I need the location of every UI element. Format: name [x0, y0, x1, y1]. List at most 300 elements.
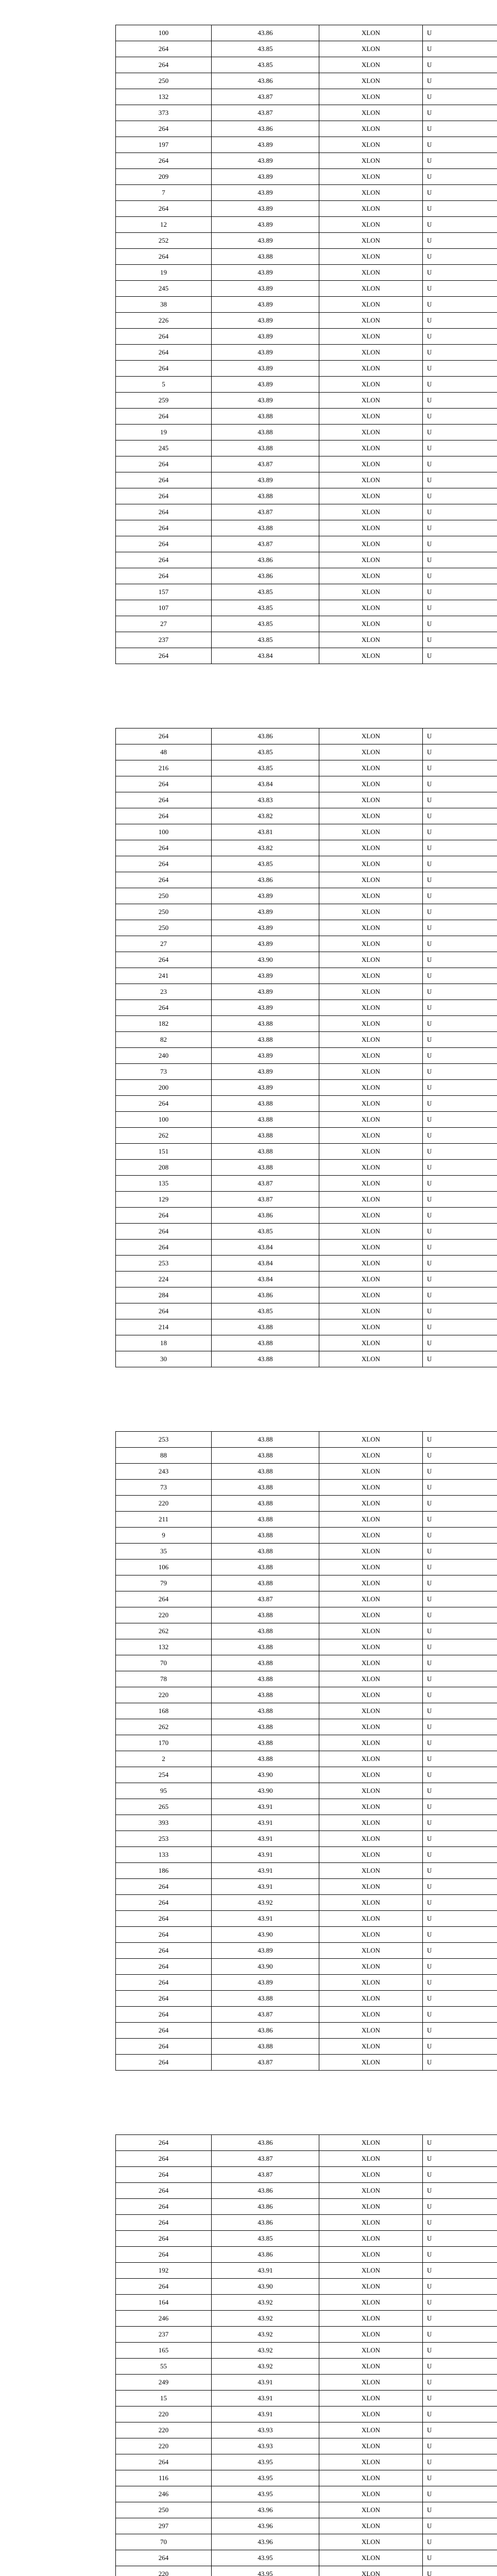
- venue-cell: XLON: [319, 520, 423, 536]
- price-cell: 43.88: [212, 1448, 319, 1464]
- quantity-cell: 264: [116, 2215, 212, 2231]
- price-cell: 43.88: [212, 1560, 319, 1575]
- price-cell: 43.95: [212, 2486, 319, 2502]
- price-cell: 43.89: [212, 393, 319, 409]
- price-cell: 43.88: [212, 1991, 319, 2007]
- price-cell: 43.89: [212, 1080, 319, 1096]
- venue-cell: XLON: [319, 1303, 423, 1319]
- venue-cell: XLON: [319, 2438, 423, 2454]
- table-row: [116, 840, 497, 856]
- venue-cell: XLON: [319, 2167, 423, 2183]
- currency-cell: U: [423, 792, 497, 808]
- venue-cell: XLON: [319, 472, 423, 488]
- venue-cell: XLON: [319, 1975, 423, 1991]
- venue-cell: XLON: [319, 1224, 423, 1240]
- table-row: [116, 201, 497, 217]
- price-cell: 43.89: [212, 153, 319, 169]
- venue-cell: XLON: [319, 504, 423, 520]
- price-cell: 43.91: [212, 1911, 319, 1927]
- quantity-cell: 264: [116, 648, 212, 664]
- quantity-cell: 132: [116, 1639, 212, 1655]
- currency-cell: U: [423, 121, 497, 137]
- quantity-cell: 23: [116, 984, 212, 1000]
- table-row: [116, 2566, 497, 2576]
- venue-cell: XLON: [319, 760, 423, 776]
- venue-cell: XLON: [319, 1351, 423, 1367]
- table-row: [116, 2151, 497, 2167]
- venue-cell: XLON: [319, 361, 423, 377]
- currency-cell: U: [423, 2007, 497, 2023]
- table-row: [116, 377, 497, 393]
- venue-cell: XLON: [319, 568, 423, 584]
- quantity-cell: 170: [116, 1735, 212, 1751]
- venue-cell: XLON: [319, 2406, 423, 2422]
- venue-cell: XLON: [319, 105, 423, 121]
- quantity-cell: 241: [116, 968, 212, 984]
- currency-cell: U: [423, 1655, 497, 1671]
- quantity-cell: 264: [116, 361, 212, 377]
- currency-cell: U: [423, 409, 497, 425]
- currency-cell: U: [423, 377, 497, 393]
- table-row: [116, 504, 497, 520]
- currency-cell: U: [423, 1208, 497, 1224]
- table-row: [116, 1591, 497, 1607]
- currency-cell: U: [423, 1240, 497, 1256]
- table-row: [116, 440, 497, 456]
- table-row: [116, 1735, 497, 1751]
- table-row: [116, 2422, 497, 2438]
- trades-table-body: [116, 2135, 497, 2576]
- venue-cell: XLON: [319, 1815, 423, 1831]
- currency-cell: U: [423, 1464, 497, 1480]
- venue-cell: XLON: [319, 425, 423, 440]
- currency-cell: U: [423, 552, 497, 568]
- table-row: [116, 2295, 497, 2311]
- currency-cell: U: [423, 1496, 497, 1512]
- price-cell: 43.88: [212, 1319, 319, 1335]
- quantity-cell: 88: [116, 1448, 212, 1464]
- currency-cell: U: [423, 2231, 497, 2247]
- quantity-cell: 262: [116, 1623, 212, 1639]
- currency-cell: U: [423, 2151, 497, 2167]
- currency-cell: U: [423, 2263, 497, 2279]
- currency-cell: U: [423, 760, 497, 776]
- quantity-cell: 73: [116, 1064, 212, 1080]
- currency-cell: U: [423, 297, 497, 313]
- quantity-cell: 264: [116, 536, 212, 552]
- venue-cell: XLON: [319, 744, 423, 760]
- price-cell: 43.95: [212, 2550, 319, 2566]
- quantity-cell: 38: [116, 297, 212, 313]
- price-cell: 43.88: [212, 440, 319, 456]
- price-cell: 43.89: [212, 968, 319, 984]
- table-row: [116, 1560, 497, 1575]
- table-row: [116, 2167, 497, 2183]
- quantity-cell: 264: [116, 1927, 212, 1943]
- quantity-cell: 264: [116, 201, 212, 217]
- table-row: [116, 2502, 497, 2518]
- quantity-cell: 264: [116, 2039, 212, 2055]
- currency-cell: U: [423, 600, 497, 616]
- quantity-cell: 129: [116, 1192, 212, 1208]
- venue-cell: XLON: [319, 2375, 423, 2391]
- venue-cell: XLON: [319, 1719, 423, 1735]
- table-row: [116, 1927, 497, 1943]
- price-cell: 43.88: [212, 409, 319, 425]
- price-cell: 43.86: [212, 568, 319, 584]
- venue-cell: XLON: [319, 808, 423, 824]
- venue-cell: XLON: [319, 137, 423, 153]
- table-row: [116, 744, 497, 760]
- quantity-cell: 7: [116, 185, 212, 201]
- table-row: [116, 1847, 497, 1863]
- quantity-cell: 264: [116, 840, 212, 856]
- venue-cell: XLON: [319, 1192, 423, 1208]
- quantity-cell: 264: [116, 57, 212, 73]
- trades-table: [115, 728, 497, 1367]
- quantity-cell: 200: [116, 1080, 212, 1096]
- quantity-cell: 264: [116, 1303, 212, 1319]
- table-row: [116, 345, 497, 361]
- currency-cell: U: [423, 393, 497, 409]
- price-cell: 43.88: [212, 1144, 319, 1160]
- currency-cell: U: [423, 1975, 497, 1991]
- price-cell: 43.88: [212, 1575, 319, 1591]
- table-row: [116, 2518, 497, 2534]
- venue-cell: XLON: [319, 233, 423, 249]
- currency-cell: U: [423, 2055, 497, 2071]
- currency-cell: U: [423, 904, 497, 920]
- currency-cell: U: [423, 2534, 497, 2550]
- table-row: [116, 2231, 497, 2247]
- currency-cell: U: [423, 1512, 497, 1528]
- venue-cell: XLON: [319, 1176, 423, 1192]
- venue-cell: XLON: [319, 1528, 423, 1544]
- currency-cell: U: [423, 1703, 497, 1719]
- table-row: [116, 472, 497, 488]
- table-row: [116, 1160, 497, 1176]
- quantity-cell: 264: [116, 2550, 212, 2566]
- venue-cell: XLON: [319, 2215, 423, 2231]
- quantity-cell: 82: [116, 1032, 212, 1048]
- price-cell: 43.86: [212, 2023, 319, 2039]
- table-row: [116, 169, 497, 185]
- venue-cell: XLON: [319, 2311, 423, 2327]
- price-cell: 43.82: [212, 808, 319, 824]
- price-cell: 43.88: [212, 249, 319, 265]
- price-cell: 43.88: [212, 1464, 319, 1480]
- currency-cell: U: [423, 2550, 497, 2566]
- currency-cell: U: [423, 2327, 497, 2343]
- table-row: [116, 1112, 497, 1128]
- venue-cell: XLON: [319, 185, 423, 201]
- currency-cell: U: [423, 345, 497, 361]
- currency-cell: U: [423, 824, 497, 840]
- table-row: [116, 888, 497, 904]
- quantity-cell: 264: [116, 952, 212, 968]
- currency-cell: U: [423, 1432, 497, 1448]
- venue-cell: XLON: [319, 297, 423, 313]
- venue-cell: XLON: [319, 1895, 423, 1911]
- table-row: [116, 2055, 497, 2071]
- venue-cell: XLON: [319, 1208, 423, 1224]
- currency-cell: U: [423, 1607, 497, 1623]
- venue-cell: XLON: [319, 1496, 423, 1512]
- quantity-cell: 264: [116, 1943, 212, 1959]
- currency-cell: U: [423, 616, 497, 632]
- quantity-cell: 264: [116, 2454, 212, 2470]
- venue-cell: XLON: [319, 1272, 423, 1287]
- quantity-cell: 264: [116, 776, 212, 792]
- quantity-cell: 264: [116, 1975, 212, 1991]
- currency-cell: U: [423, 1943, 497, 1959]
- quantity-cell: 220: [116, 2566, 212, 2576]
- price-cell: 43.87: [212, 1176, 319, 1192]
- price-cell: 43.90: [212, 2279, 319, 2295]
- quantity-cell: 264: [116, 2135, 212, 2151]
- price-cell: 43.86: [212, 2215, 319, 2231]
- currency-cell: U: [423, 520, 497, 536]
- table-row: [116, 1975, 497, 1991]
- price-cell: 43.88: [212, 1512, 319, 1528]
- quantity-cell: 70: [116, 2534, 212, 2550]
- venue-cell: XLON: [319, 600, 423, 616]
- currency-cell: U: [423, 1927, 497, 1943]
- currency-cell: U: [423, 1831, 497, 1847]
- venue-cell: XLON: [319, 2151, 423, 2167]
- quantity-cell: 220: [116, 2438, 212, 2454]
- price-cell: 43.84: [212, 1256, 319, 1272]
- table-row: [116, 632, 497, 648]
- table-row: [116, 281, 497, 297]
- currency-cell: U: [423, 456, 497, 472]
- currency-cell: U: [423, 2486, 497, 2502]
- table-row: [116, 968, 497, 984]
- table-row: [116, 329, 497, 345]
- venue-cell: XLON: [319, 2327, 423, 2343]
- quantity-cell: 262: [116, 1128, 212, 1144]
- table-row: [116, 1575, 497, 1591]
- price-cell: 43.88: [212, 1128, 319, 1144]
- venue-cell: XLON: [319, 584, 423, 600]
- quantity-cell: 264: [116, 1000, 212, 1016]
- quantity-cell: 246: [116, 2486, 212, 2502]
- currency-cell: U: [423, 1735, 497, 1751]
- venue-cell: XLON: [319, 25, 423, 41]
- currency-cell: U: [423, 249, 497, 265]
- price-cell: 43.93: [212, 2438, 319, 2454]
- venue-cell: XLON: [319, 2454, 423, 2470]
- table-row: [116, 2279, 497, 2295]
- currency-cell: U: [423, 2406, 497, 2422]
- venue-cell: XLON: [319, 904, 423, 920]
- table-row: [116, 2343, 497, 2359]
- table-row: [116, 1943, 497, 1959]
- venue-cell: XLON: [319, 249, 423, 265]
- price-cell: 43.89: [212, 904, 319, 920]
- table-row: [116, 1639, 497, 1655]
- table-row: [116, 1335, 497, 1351]
- trades-table: [115, 25, 497, 664]
- venue-cell: XLON: [319, 1911, 423, 1927]
- quantity-cell: 27: [116, 936, 212, 952]
- quantity-cell: 250: [116, 2502, 212, 2518]
- venue-cell: XLON: [319, 2247, 423, 2263]
- quantity-cell: 252: [116, 233, 212, 249]
- table-row: [116, 1287, 497, 1303]
- currency-cell: U: [423, 1287, 497, 1303]
- currency-cell: U: [423, 1560, 497, 1575]
- currency-cell: U: [423, 137, 497, 153]
- quantity-cell: 264: [116, 568, 212, 584]
- table-row: [116, 584, 497, 600]
- price-cell: 43.88: [212, 1639, 319, 1655]
- venue-cell: XLON: [319, 1032, 423, 1048]
- price-cell: 43.91: [212, 2406, 319, 2422]
- price-cell: 43.92: [212, 2343, 319, 2359]
- currency-cell: U: [423, 1351, 497, 1367]
- venue-cell: XLON: [319, 1991, 423, 2007]
- currency-cell: U: [423, 2183, 497, 2199]
- venue-cell: XLON: [319, 2135, 423, 2151]
- table-row: [116, 1496, 497, 1512]
- venue-cell: XLON: [319, 1767, 423, 1783]
- venue-cell: XLON: [319, 2566, 423, 2576]
- quantity-cell: 100: [116, 25, 212, 41]
- quantity-cell: 264: [116, 456, 212, 472]
- quantity-cell: 264: [116, 153, 212, 169]
- currency-cell: U: [423, 169, 497, 185]
- price-cell: 43.86: [212, 73, 319, 89]
- venue-cell: XLON: [319, 57, 423, 73]
- quantity-cell: 95: [116, 1783, 212, 1799]
- currency-cell: U: [423, 217, 497, 233]
- currency-cell: U: [423, 1080, 497, 1096]
- currency-cell: U: [423, 2359, 497, 2375]
- price-cell: 43.89: [212, 297, 319, 313]
- price-cell: 43.88: [212, 2039, 319, 2055]
- table-row: [116, 2327, 497, 2343]
- quantity-cell: 9: [116, 1528, 212, 1544]
- table-row: [116, 1911, 497, 1927]
- table-row: [116, 1815, 497, 1831]
- venue-cell: XLON: [319, 776, 423, 792]
- price-cell: 43.89: [212, 1000, 319, 1016]
- price-cell: 43.87: [212, 89, 319, 105]
- currency-cell: U: [423, 1160, 497, 1176]
- price-cell: 43.83: [212, 792, 319, 808]
- price-cell: 43.96: [212, 2502, 319, 2518]
- price-cell: 43.87: [212, 536, 319, 552]
- price-cell: 43.85: [212, 600, 319, 616]
- quantity-cell: 197: [116, 137, 212, 153]
- quantity-cell: 262: [116, 1719, 212, 1735]
- venue-cell: XLON: [319, 1623, 423, 1639]
- table-row: [116, 936, 497, 952]
- price-cell: 43.95: [212, 2454, 319, 2470]
- table-row: [116, 2375, 497, 2391]
- price-cell: 43.86: [212, 552, 319, 568]
- price-cell: 43.89: [212, 217, 319, 233]
- venue-cell: XLON: [319, 2279, 423, 2295]
- quantity-cell: 264: [116, 1879, 212, 1895]
- currency-cell: U: [423, 744, 497, 760]
- quantity-cell: 264: [116, 856, 212, 872]
- quantity-cell: 253: [116, 1432, 212, 1448]
- table-row: [116, 904, 497, 920]
- price-cell: 43.86: [212, 2199, 319, 2215]
- quantity-cell: 264: [116, 2247, 212, 2263]
- venue-cell: XLON: [319, 920, 423, 936]
- price-cell: 43.88: [212, 1351, 319, 1367]
- venue-cell: XLON: [319, 1335, 423, 1351]
- price-cell: 43.88: [212, 520, 319, 536]
- quantity-cell: 264: [116, 2199, 212, 2215]
- quantity-cell: 240: [116, 1048, 212, 1064]
- price-cell: 43.89: [212, 984, 319, 1000]
- currency-cell: U: [423, 1000, 497, 1016]
- price-cell: 43.92: [212, 2311, 319, 2327]
- table-row: [116, 1432, 497, 1448]
- table-row: [116, 1703, 497, 1719]
- venue-cell: XLON: [319, 856, 423, 872]
- currency-cell: U: [423, 2295, 497, 2311]
- quantity-cell: 264: [116, 1991, 212, 2007]
- trades-table-body: [116, 25, 497, 664]
- table-row: [116, 2454, 497, 2470]
- venue-cell: XLON: [319, 1687, 423, 1703]
- quantity-cell: 264: [116, 1911, 212, 1927]
- quantity-cell: 250: [116, 73, 212, 89]
- venue-cell: XLON: [319, 73, 423, 89]
- currency-cell: U: [423, 2311, 497, 2327]
- table-row: [116, 2023, 497, 2039]
- quantity-cell: 226: [116, 313, 212, 329]
- quantity-cell: 220: [116, 2422, 212, 2438]
- venue-cell: XLON: [319, 1799, 423, 1815]
- currency-cell: U: [423, 840, 497, 856]
- venue-cell: XLON: [319, 41, 423, 57]
- table-row: [116, 1671, 497, 1687]
- table-row: [116, 2438, 497, 2454]
- table-row: [116, 1048, 497, 1064]
- table-row: [116, 2007, 497, 2023]
- venue-cell: XLON: [319, 1000, 423, 1016]
- quantity-cell: 19: [116, 425, 212, 440]
- table-row: [116, 1351, 497, 1367]
- venue-cell: XLON: [319, 1591, 423, 1607]
- currency-cell: U: [423, 728, 497, 744]
- currency-cell: U: [423, 361, 497, 377]
- quantity-cell: 70: [116, 1655, 212, 1671]
- quantity-cell: 5: [116, 377, 212, 393]
- table-row: [116, 1256, 497, 1272]
- table-row: [116, 1799, 497, 1815]
- price-cell: 43.84: [212, 648, 319, 664]
- currency-cell: U: [423, 1335, 497, 1351]
- currency-cell: U: [423, 2375, 497, 2391]
- table-row: [116, 249, 497, 265]
- venue-cell: XLON: [319, 1560, 423, 1575]
- currency-cell: U: [423, 1319, 497, 1335]
- table-row: [116, 728, 497, 744]
- venue-cell: XLON: [319, 1847, 423, 1863]
- currency-cell: U: [423, 536, 497, 552]
- price-cell: 43.88: [212, 1719, 319, 1735]
- price-cell: 43.86: [212, 1287, 319, 1303]
- table-row: [116, 920, 497, 936]
- table-row: [116, 1863, 497, 1879]
